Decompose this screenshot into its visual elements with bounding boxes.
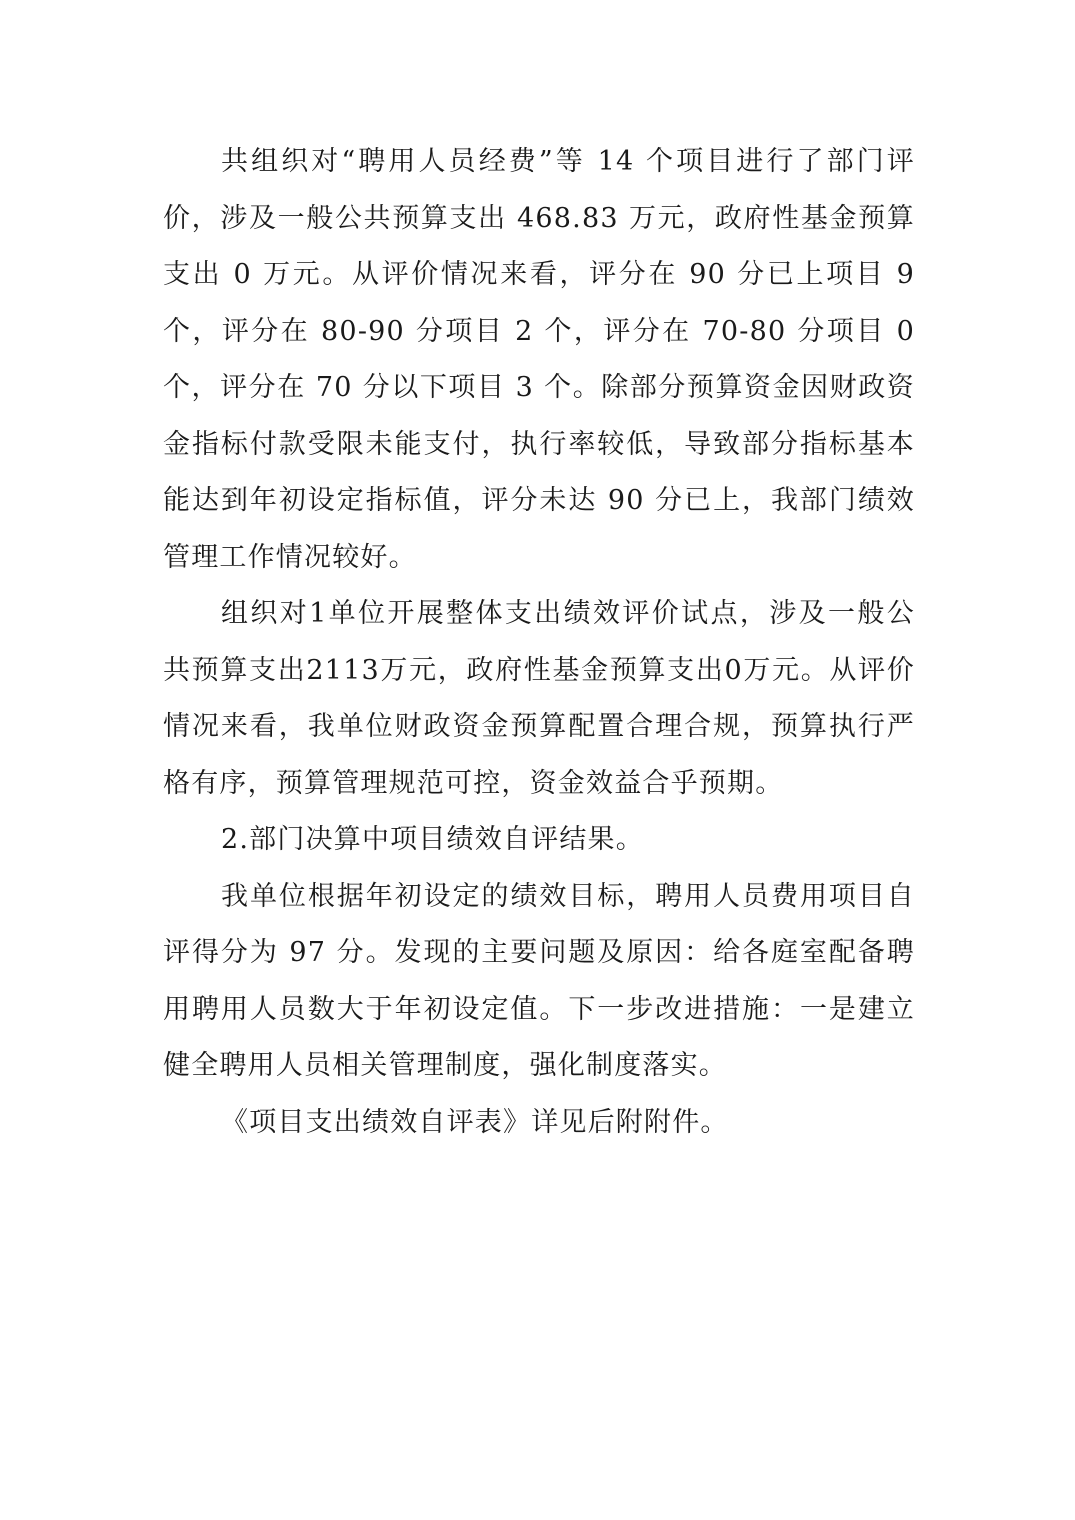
section-heading-self-evaluation: 2.部门决算中项目绩效自评结果。: [221, 824, 644, 855]
document-body: [163, 134, 915, 1151]
paragraph-attachment-note: 《项目支出绩效自评表》详见后附附件。: [221, 1106, 729, 1138]
paragraph-self-evaluation-result: 我单位根据年初设定的绩效目标，聘用人员费用项目自评得分为 97 分。发现的主要问题及原因：给各庭室配备聘用聘用人员数大于年初设定值。下一步改进措施：一是建立健全聘用人员相关管理制度，强化制度落实。: [163, 880, 915, 1081]
paragraph-project-evaluation: 共组织对“聘用人员经费”等 14 个项目进行了部门评价，涉及一般公共预算支出 468.83 万元，政府性基金预算支出 0 万元。从评价情况来看，评分在 90 分已上项目 9 个，评分在 80-90 分项目 2 个，评分在 70-80 分项目 0 个，评分在 70 分以下项目 3 个。除部分预算资金因财政资金指标付款受限未能支付，执行率较低，导致部分指标基本能达到年初设定指标值，评分未达 90 分已上，我部门绩效管理工作情况较好。: [163, 146, 915, 573]
paragraph-overall-evaluation: 组织对1单位开展整体支出绩效评价试点，涉及一般公共预算支出2113万元，政府性基金预算支出0万元。从评价情况来看，我单位财政资金预算配置合理合规，预算执行严格有序，预算管理规范可控，资金效益合乎预期。: [163, 598, 915, 799]
